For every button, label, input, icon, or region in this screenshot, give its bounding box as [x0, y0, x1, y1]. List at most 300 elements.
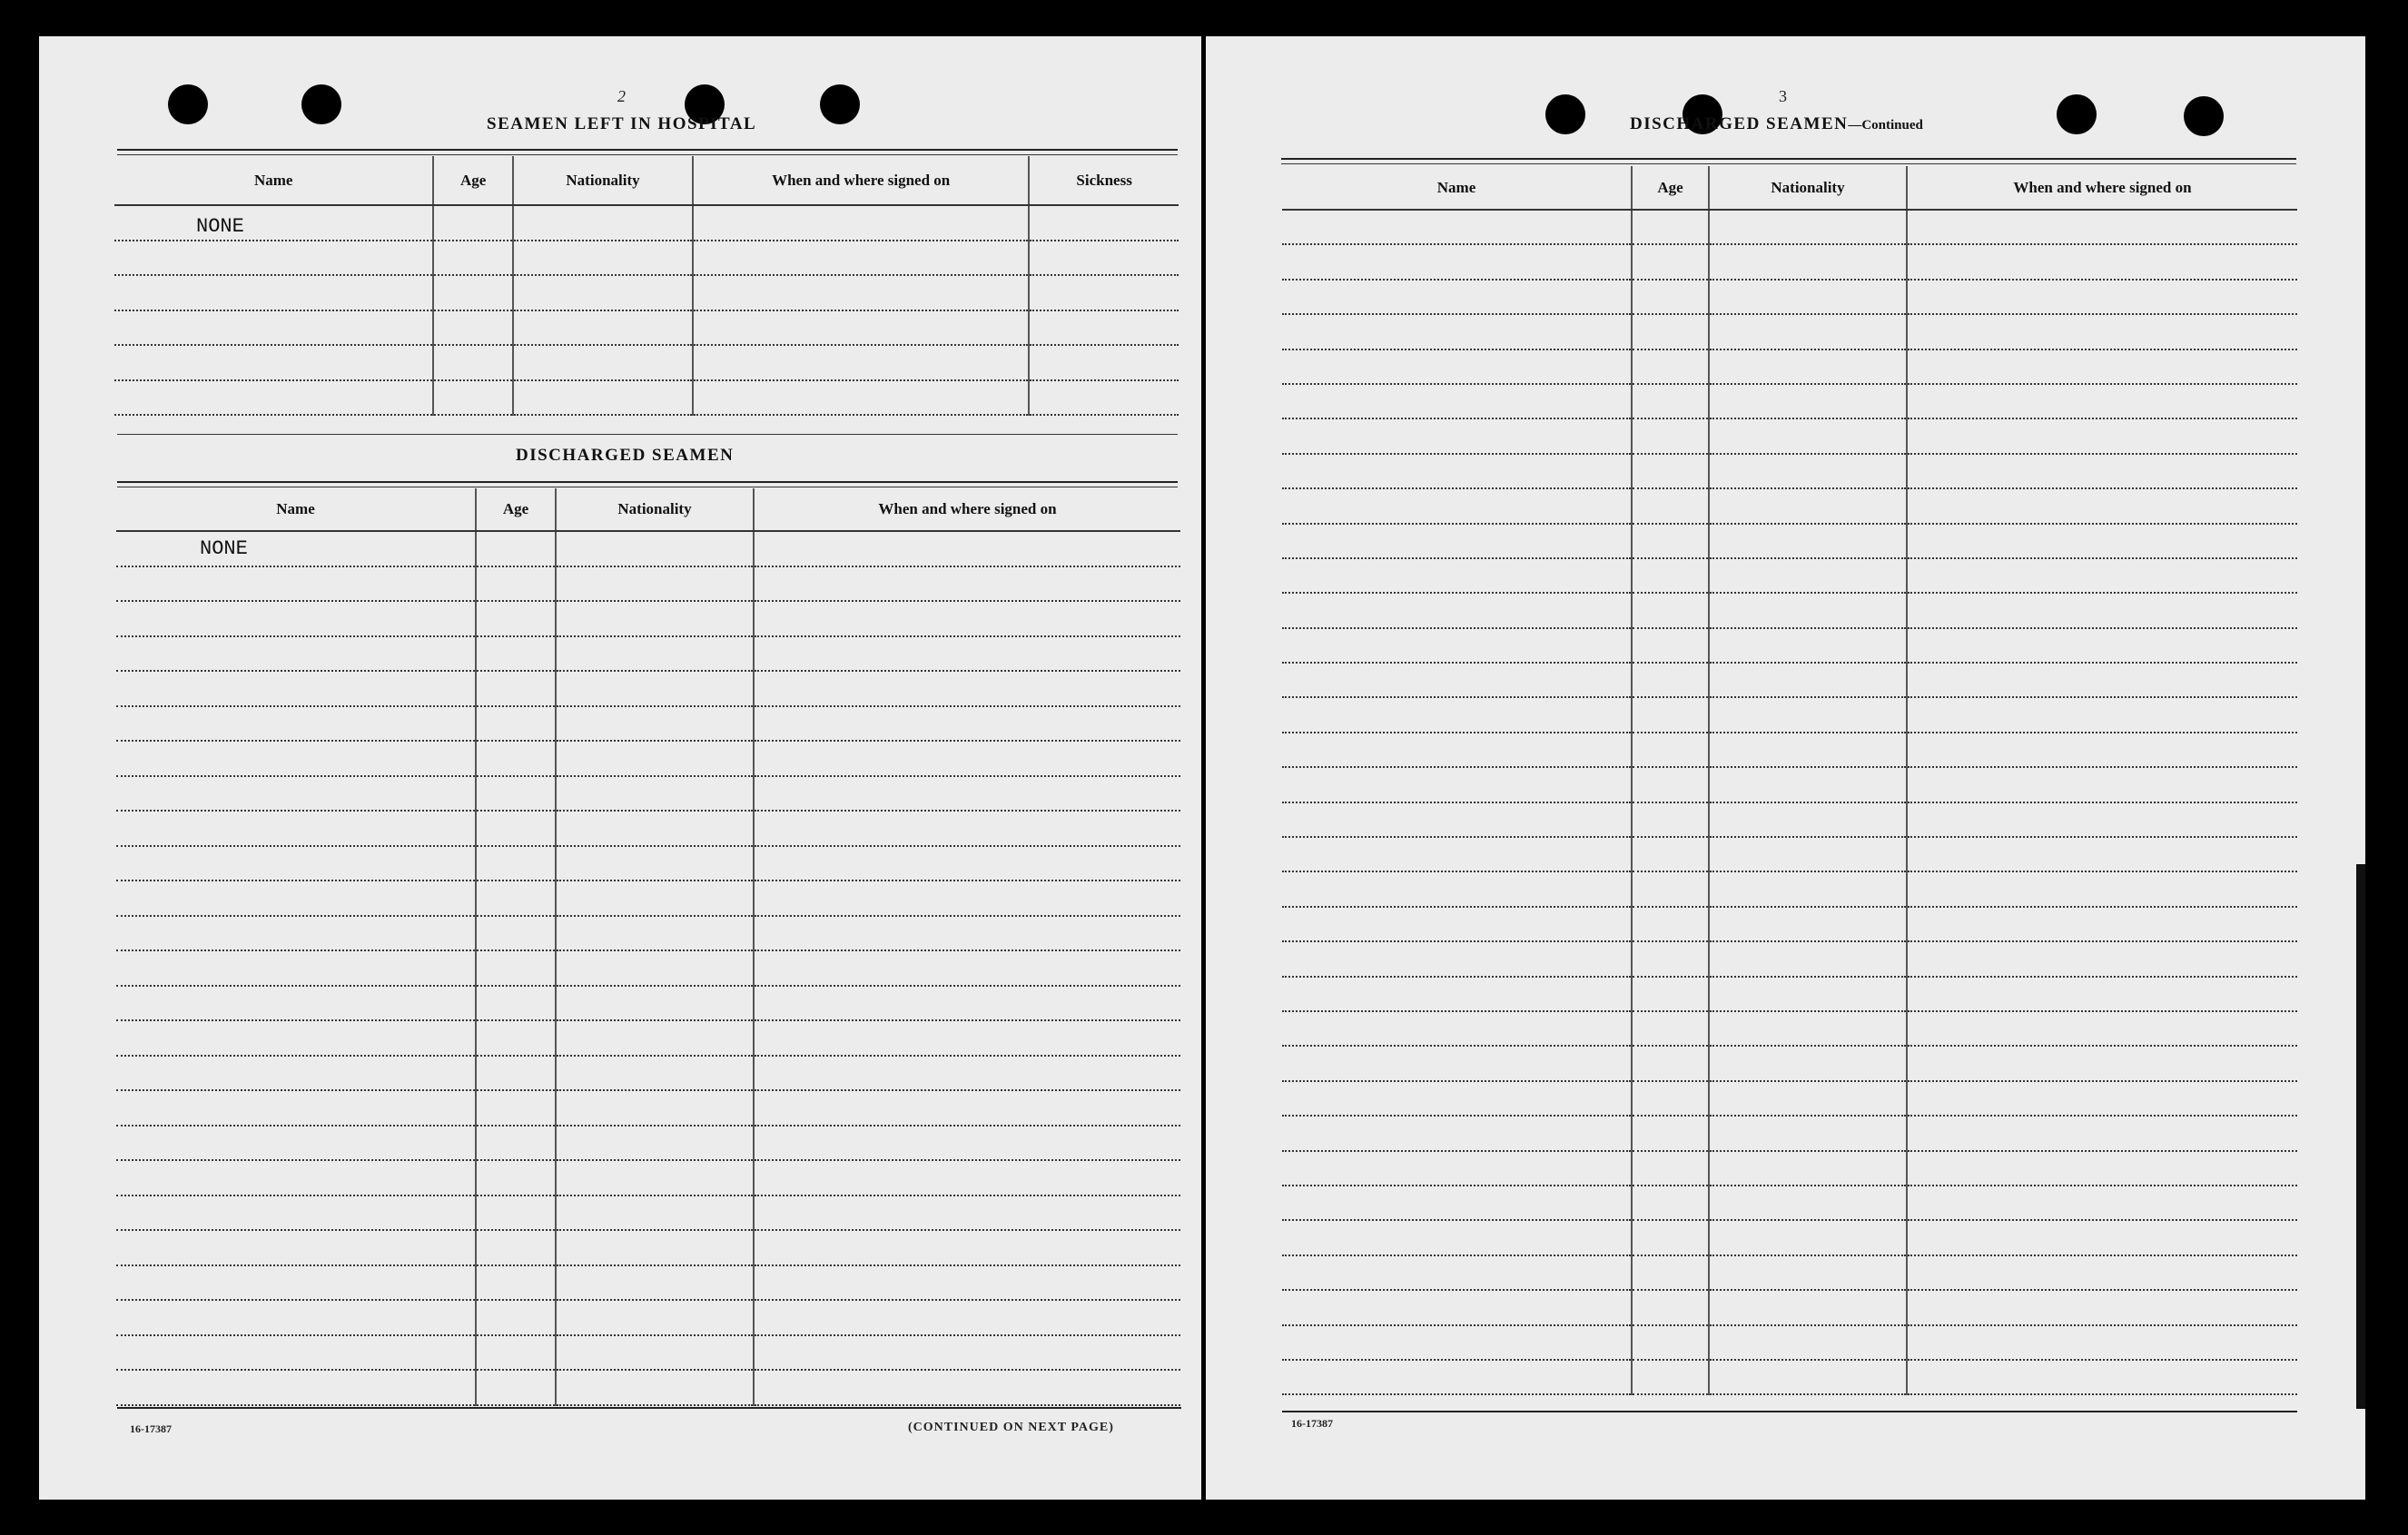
table-cell [476, 1370, 556, 1405]
table-row [1282, 593, 2297, 627]
table-cell [1282, 1116, 1632, 1150]
table-cell [1282, 314, 1632, 349]
table-row [116, 1160, 1180, 1196]
table-cell [1282, 941, 1632, 976]
table-cell [116, 1230, 476, 1265]
table-cell [1282, 524, 1632, 558]
table-cell [1709, 697, 1907, 732]
table-row [1282, 837, 2297, 871]
table-cell [754, 1126, 1180, 1161]
table-cell [116, 846, 476, 881]
table-cell [1907, 1116, 2297, 1150]
table-cell [1907, 314, 2297, 349]
table-cell [1709, 593, 1907, 627]
table-cell [1709, 1255, 1907, 1290]
table-cell [114, 380, 433, 416]
table-cell [1709, 1011, 1907, 1046]
table-cell [476, 566, 556, 602]
table-cell [116, 1020, 476, 1056]
table-cell [1282, 418, 1632, 453]
table-cell [1632, 628, 1709, 663]
column-header-signed-on: When and where signed on [1907, 166, 2297, 210]
column-header-age: Age [433, 156, 513, 205]
table-cell [1282, 1255, 1632, 1290]
table-cell [556, 601, 754, 636]
table-cell [556, 1300, 754, 1335]
name-entry: NONE [116, 531, 476, 566]
table-cell [1907, 1360, 2297, 1394]
table-cell [754, 950, 1180, 986]
table-cell [693, 310, 1029, 346]
column-header-nationality: Nationality [1709, 166, 1907, 210]
table-cell [754, 741, 1180, 776]
table-row [1282, 628, 2297, 663]
page-number: 2 [617, 87, 626, 105]
table-cell [1632, 418, 1709, 453]
table-cell [1282, 697, 1632, 732]
table-row [116, 636, 1180, 672]
table-cell [754, 776, 1180, 812]
table-cell [556, 636, 754, 672]
table-row [116, 1196, 1180, 1231]
table-cell [1907, 941, 2297, 976]
table-cell [1709, 558, 1907, 593]
table-cell [116, 1196, 476, 1231]
table-cell [116, 741, 476, 776]
table-row [116, 1020, 1180, 1056]
table-cell [1907, 837, 2297, 871]
table-cell [1282, 767, 1632, 802]
table-cell [556, 671, 754, 706]
table-cell [476, 636, 556, 672]
table-row [116, 531, 1180, 566]
table-row [1282, 977, 2297, 1011]
punch-hole [168, 84, 208, 124]
table-cell [116, 671, 476, 706]
table-cell [1632, 593, 1709, 627]
table-cell [556, 776, 754, 812]
table-cell [556, 566, 754, 602]
table-cell [116, 986, 476, 1021]
table-cell [433, 310, 513, 346]
table-cell [1907, 871, 2297, 906]
table-cell [1282, 1290, 1632, 1324]
table-cell [556, 881, 754, 916]
table-cell [1632, 1151, 1709, 1186]
table-row [1282, 418, 2297, 453]
table-cell [556, 1265, 754, 1301]
table-cell [556, 1196, 754, 1231]
table-cell [1632, 871, 1709, 906]
table-row [116, 881, 1180, 916]
divider [117, 154, 1178, 155]
table-cell [116, 566, 476, 602]
table-cell [476, 950, 556, 986]
table-cell [754, 706, 1180, 742]
table-row [1282, 1220, 2297, 1255]
table-row [1282, 349, 2297, 384]
table-cell [1282, 593, 1632, 627]
table-cell [754, 916, 1180, 951]
table-cell [116, 1370, 476, 1405]
table-cell [1632, 1360, 1709, 1394]
table-cell [1632, 837, 1709, 871]
table-cell [1632, 977, 1709, 1011]
table-cell [1907, 628, 2297, 663]
table-cell [1907, 1220, 2297, 1255]
table-cell [114, 345, 433, 380]
table-cell [1907, 1046, 2297, 1080]
table-cell [1632, 907, 1709, 941]
table-row [1282, 1290, 2297, 1324]
table-cell [116, 1265, 476, 1301]
table-cell [556, 986, 754, 1021]
table-row [116, 1265, 1180, 1301]
table-cell [1709, 384, 1907, 418]
table-cell [116, 881, 476, 916]
table-cell [1282, 733, 1632, 767]
table-cell [1907, 977, 2297, 1011]
table-cell [1709, 488, 1907, 523]
table-cell [1632, 697, 1709, 732]
table-cell [476, 1230, 556, 1265]
table-header-row [1282, 166, 2297, 210]
table-cell [1632, 1220, 1709, 1255]
table-cell [116, 636, 476, 672]
table-cell [556, 1335, 754, 1371]
table-row [1282, 802, 2297, 837]
table-cell [116, 1126, 476, 1161]
table-cell [476, 1196, 556, 1231]
table-row [1282, 210, 2297, 244]
table-cell [116, 1160, 476, 1196]
table-cell [693, 205, 1029, 241]
table-row [116, 811, 1180, 846]
table-cell [1282, 384, 1632, 418]
table-cell [1709, 1116, 1907, 1150]
table-cell [476, 811, 556, 846]
table-cell [116, 916, 476, 951]
table-cell [1282, 349, 1632, 384]
table-cell [513, 241, 693, 276]
table-header-row [114, 156, 1179, 205]
table-row [1282, 1255, 2297, 1290]
table-cell [1907, 802, 2297, 837]
table-cell [513, 275, 693, 310]
table-row [116, 1335, 1180, 1371]
table-cell [1282, 1011, 1632, 1046]
table-cell [556, 1020, 754, 1056]
table-cell [116, 1090, 476, 1126]
table-cell [1709, 314, 1907, 349]
table-cell [1632, 767, 1709, 802]
discharged-table [116, 488, 1180, 1406]
table-cell [1907, 767, 2297, 802]
table-cell [1709, 524, 1907, 558]
table-row [114, 310, 1179, 346]
table-cell [1282, 837, 1632, 871]
table-cell [1632, 802, 1709, 837]
table-cell [1632, 210, 1709, 244]
table-cell [556, 950, 754, 986]
continued-table [1282, 166, 2297, 1395]
table-cell [1029, 205, 1179, 241]
table-row [1282, 524, 2297, 558]
table-cell [476, 881, 556, 916]
table-cell [1907, 488, 2297, 523]
table-row [116, 986, 1180, 1021]
punch-hole [301, 84, 341, 124]
continued-note: (CONTINUED ON NEXT PAGE) [908, 1421, 1114, 1434]
table-row [116, 1126, 1180, 1161]
table-row [1282, 663, 2297, 697]
table-cell [1029, 310, 1179, 346]
table-cell [556, 916, 754, 951]
table-row [1282, 767, 2297, 802]
column-header-name: Name [116, 488, 476, 531]
table-cell [1907, 1081, 2297, 1116]
table-cell [1907, 454, 2297, 488]
table-cell [754, 636, 1180, 672]
table-row [1282, 488, 2297, 523]
table-row [1282, 454, 2297, 488]
table-cell [116, 706, 476, 742]
table-cell [476, 531, 556, 566]
table-cell [754, 1300, 1180, 1335]
table-cell [1282, 907, 1632, 941]
table-cell [476, 1160, 556, 1196]
hospital-table [114, 156, 1179, 416]
table-cell [476, 776, 556, 812]
table-row [1282, 558, 2297, 593]
table-cell [1709, 837, 1907, 871]
table-cell [1282, 1186, 1632, 1220]
table-cell [754, 1196, 1180, 1231]
table-cell [1632, 1046, 1709, 1080]
divider [117, 481, 1178, 483]
table-cell [1907, 210, 2297, 244]
table-cell [513, 345, 693, 380]
table-cell [1709, 907, 1907, 941]
column-header-signed-on: When and where signed on [693, 156, 1029, 205]
divider [1281, 158, 2296, 160]
hospital-section-title: SEAMEN LEFT IN HOSPITAL [487, 114, 757, 133]
table-cell [1709, 210, 1907, 244]
table-row [1282, 1360, 2297, 1394]
table-row [1282, 1116, 2297, 1150]
table-cell [1709, 280, 1907, 314]
table-cell [754, 1160, 1180, 1196]
table-cell [476, 1265, 556, 1301]
table-cell [1282, 488, 1632, 523]
table-cell [1029, 275, 1179, 310]
table-cell [754, 1370, 1180, 1405]
table-cell [754, 1056, 1180, 1091]
table-cell [1282, 977, 1632, 1011]
column-header-name: Name [114, 156, 433, 205]
table-cell [754, 531, 1180, 566]
table-cell [1282, 1360, 1632, 1394]
table-cell [1282, 1151, 1632, 1186]
table-cell [433, 275, 513, 310]
table-cell [1907, 907, 2297, 941]
table-cell [114, 310, 433, 346]
table-cell [1632, 349, 1709, 384]
table-row [1282, 244, 2297, 279]
table-cell [754, 811, 1180, 846]
punch-hole [2184, 96, 2224, 136]
table-cell [476, 1300, 556, 1335]
table-cell [556, 531, 754, 566]
table-cell [1632, 1011, 1709, 1046]
table-cell [556, 1370, 754, 1405]
table-cell [1632, 558, 1709, 593]
column-header-signed-on: When and where signed on [754, 488, 1180, 531]
table-cell [433, 345, 513, 380]
table-cell [1709, 1290, 1907, 1324]
table-cell [754, 1020, 1180, 1056]
table-cell [476, 671, 556, 706]
punch-hole [2057, 94, 2097, 134]
table-cell [1907, 384, 2297, 418]
table-cell [754, 1090, 1180, 1126]
table-row [116, 601, 1180, 636]
table-cell [1632, 1325, 1709, 1360]
table-cell [433, 241, 513, 276]
table-row [1282, 1151, 2297, 1186]
table-cell [1632, 1081, 1709, 1116]
left-page [39, 36, 1201, 1500]
title-main: DISCHARGED SEAMEN [1630, 114, 1849, 133]
table-cell [556, 1230, 754, 1265]
table-cell [1282, 663, 1632, 697]
table-cell [1632, 733, 1709, 767]
table-cell [1709, 941, 1907, 976]
table-cell [476, 986, 556, 1021]
table-cell [513, 380, 693, 416]
table-cell [476, 1090, 556, 1126]
table-cell [1709, 418, 1907, 453]
table-cell [1282, 280, 1632, 314]
table-row [114, 380, 1179, 416]
table-cell [1907, 349, 2297, 384]
table-header-row [116, 488, 1180, 531]
right-page [1206, 36, 2365, 1500]
table-cell [693, 380, 1029, 416]
table-cell [513, 205, 693, 241]
table-row [116, 671, 1180, 706]
table-cell [556, 811, 754, 846]
discharged-continued-title [1630, 114, 1923, 134]
table-row [116, 776, 1180, 812]
table-cell [1029, 345, 1179, 380]
table-cell [116, 776, 476, 812]
table-cell [1709, 1046, 1907, 1080]
table-cell [1907, 280, 2297, 314]
table-cell [1907, 1011, 2297, 1046]
table-cell [1632, 1186, 1709, 1220]
table-cell [116, 601, 476, 636]
table-cell [476, 706, 556, 742]
table-cell [754, 986, 1180, 1021]
table-cell [1632, 1116, 1709, 1150]
divider [1281, 163, 2296, 164]
table-cell [1709, 1081, 1907, 1116]
table-cell [1282, 1325, 1632, 1360]
table-cell [1632, 280, 1709, 314]
table-cell [1282, 628, 1632, 663]
table-cell [693, 345, 1029, 380]
table-cell [1709, 454, 1907, 488]
table-row [116, 1370, 1180, 1405]
table-cell [1282, 802, 1632, 837]
table-cell [433, 205, 513, 241]
table-cell [1632, 454, 1709, 488]
table-row [114, 205, 1179, 241]
table-cell [1632, 941, 1709, 976]
table-row [114, 241, 1179, 276]
table-cell [513, 310, 693, 346]
table-row [1282, 314, 2297, 349]
table-row [116, 706, 1180, 742]
table-row [1282, 697, 2297, 732]
table-cell [1907, 1255, 2297, 1290]
table-cell [1029, 380, 1179, 416]
table-row [116, 1230, 1180, 1265]
table-cell [1282, 244, 1632, 279]
table-cell [1282, 210, 1632, 244]
table-cell [1282, 1081, 1632, 1116]
table-cell [476, 741, 556, 776]
table-cell [556, 846, 754, 881]
table-cell [476, 1335, 556, 1371]
divider [117, 434, 1178, 435]
table-cell [1709, 1151, 1907, 1186]
table-cell [1632, 1290, 1709, 1324]
table-cell [556, 741, 754, 776]
table-row [1282, 1011, 2297, 1046]
table-row [116, 741, 1180, 776]
table-cell [476, 916, 556, 951]
table-cell [1907, 244, 2297, 279]
table-cell [1907, 1325, 2297, 1360]
discharged-section-title: DISCHARGED SEAMEN [516, 446, 735, 465]
table-row [116, 1056, 1180, 1091]
table-cell [556, 1056, 754, 1091]
form-code: 16-17387 [1291, 1417, 1333, 1430]
table-cell [1709, 628, 1907, 663]
table-cell [116, 950, 476, 986]
table-cell [754, 1230, 1180, 1265]
table-cell [1632, 488, 1709, 523]
table-row [116, 1300, 1180, 1335]
divider [117, 1407, 1181, 1409]
table-cell [1632, 663, 1709, 697]
table-cell [1709, 977, 1907, 1011]
table-cell [114, 241, 433, 276]
column-header-age: Age [1632, 166, 1709, 210]
table-cell [1632, 524, 1709, 558]
table-row [116, 846, 1180, 881]
table-row [1282, 733, 2297, 767]
table-cell [556, 706, 754, 742]
table-row [114, 345, 1179, 380]
table-cell [1282, 454, 1632, 488]
table-cell [1632, 244, 1709, 279]
divider [1282, 1411, 2297, 1412]
table-cell [556, 1126, 754, 1161]
table-cell [1709, 802, 1907, 837]
